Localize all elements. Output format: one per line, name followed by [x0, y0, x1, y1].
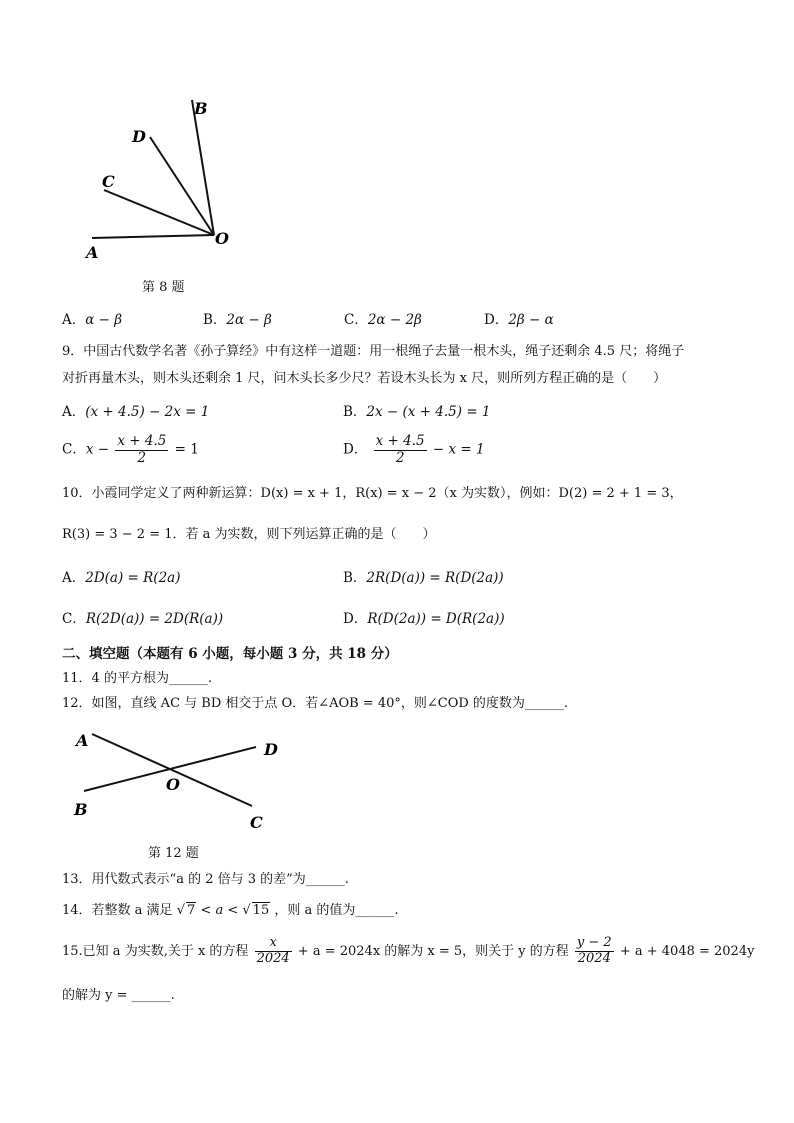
label-C: C	[102, 172, 115, 191]
q8-option-a-text: α − β	[85, 312, 123, 328]
line-AC	[92, 734, 252, 806]
q8-caption: 第 8 题	[142, 280, 185, 295]
q8-option-b[interactable]	[203, 312, 272, 328]
q9-option-a-letter: A．	[62, 404, 86, 420]
q15-fraction-2-denominator: 2024	[577, 950, 611, 966]
q15-post: + a + 4048 = 2024y	[619, 943, 755, 959]
label-D: D	[264, 740, 278, 759]
q8-angle-figure	[70, 90, 250, 270]
q8-option-d-text: 2β − α	[508, 312, 554, 328]
q15-fraction-1-denominator: 2024	[256, 950, 290, 966]
q15-pre: 15.已知 a 为实数,关于 x 的方程	[62, 943, 249, 959]
q9-option-c-letter: C．	[62, 441, 86, 458]
label-B: B	[74, 800, 88, 819]
q9-option-c-pre: x −	[85, 441, 110, 458]
q9-option-c-numerator: x + 4.5	[117, 433, 167, 449]
q9-option-a-text: (x + 4.5) − 2x = 1	[85, 404, 210, 420]
q9-option-c-fraction	[115, 434, 168, 466]
ray-OB	[192, 100, 214, 235]
q15-mid: + a = 2024x 的解为 x = 5，则关于 y 的方程	[297, 943, 569, 959]
ray-OA	[92, 235, 214, 238]
q9-option-c[interactable]	[62, 434, 199, 466]
q10-option-d[interactable]	[343, 611, 505, 627]
ray-OC	[104, 190, 214, 235]
q10-option-a-letter: A．	[62, 570, 86, 586]
sqrt-7-radicand: 7	[187, 903, 196, 918]
q10-option-d-letter: D．	[343, 611, 368, 627]
q9-option-d-numerator: x + 4.5	[375, 433, 425, 449]
q10-option-b-letter: B．	[343, 570, 367, 586]
label-O: O	[215, 229, 229, 248]
q9-option-d-post: − x = 1	[432, 441, 485, 458]
q9-option-d[interactable]	[343, 434, 485, 466]
q10-option-c-letter: C．	[62, 611, 86, 627]
q9-option-d-denominator: 2	[395, 449, 405, 466]
q15-fraction-2	[575, 936, 614, 967]
q10-option-b[interactable]	[343, 570, 504, 586]
q15-line2: 的解为 y = ______.	[62, 988, 175, 1003]
q8-option-c-text: 2α − 2β	[367, 312, 422, 328]
sqrt-7: √ 7	[176, 903, 196, 918]
sqrt-15: √ 15	[242, 903, 270, 918]
label-C: C	[250, 813, 263, 832]
q10-option-a-text: 2D(a) = R(2a)	[85, 570, 181, 586]
q8-option-c-letter: C．	[344, 312, 368, 328]
label-A: A	[76, 731, 89, 750]
q9-option-b-letter: B．	[343, 404, 367, 420]
q11-text: 11．4 的平方根为______.	[62, 671, 213, 686]
q14-mid: < a <	[200, 903, 239, 918]
q10-option-c[interactable]	[62, 611, 223, 627]
q8-option-d[interactable]	[484, 312, 554, 328]
q10-option-a[interactable]	[62, 570, 180, 586]
q9-option-c-denominator: 2	[137, 449, 147, 466]
q9-option-d-letter: D．	[343, 441, 368, 458]
q8-option-c[interactable]	[344, 312, 422, 328]
q8-option-a[interactable]	[62, 312, 122, 328]
q9-stem-line1: 9．中国古代数学名著《孙子算经》中有这样一道题：用一根绳子去量一根木头，绳子还剩余 4.5 尺；将绳子	[62, 344, 685, 359]
q9-option-a[interactable]	[62, 404, 209, 420]
q10-stem-line1: 10．小霞同学定义了两种新运算：D(x) = x + 1，R(x) = x − 2（x 为实数），例如：D(2) = 2 + 1 = 3，	[62, 486, 683, 501]
q8-option-a-letter: A．	[62, 312, 86, 328]
q8-option-b-letter: B．	[203, 312, 227, 328]
q8-option-b-text: 2α − β	[226, 312, 272, 328]
q12-text: 12．如图，直线 AC 与 BD 相交于点 O．若∠AOB = 40°，则∠COD 的度数为______.	[62, 696, 569, 711]
q14	[62, 902, 399, 919]
q14-pre: 14．若整数 a 满足	[62, 903, 173, 918]
q10-option-b-text: 2R(D(a)) = R(D(2a))	[366, 570, 504, 586]
q9-option-b-text: 2x − (x + 4.5) = 1	[366, 404, 491, 420]
q10-stem-line2: R(3) = 3 − 2 = 1．若 a 为实数，则下列运算正确的是（ ）	[62, 527, 436, 542]
q15-line1	[62, 936, 754, 967]
q15-fraction-2-numerator: y − 2	[576, 935, 612, 950]
q10-option-d-text: R(D(2a)) = D(R(2a))	[367, 611, 505, 627]
q9-option-d-fraction	[374, 434, 427, 466]
q10-option-c-text: R(2D(a)) = 2D(R(a))	[85, 611, 224, 627]
q12-caption: 第 12 题	[148, 846, 199, 861]
label-D: D	[132, 127, 146, 146]
q9-stem-line2: 对折再量木头，则木头还剩余 1 尺，问木头长多少尺？若设木头长为 x 尺，则所列方程正确的是（ ）	[62, 371, 667, 386]
q9-option-b[interactable]	[343, 404, 491, 420]
label-B: B	[194, 99, 208, 118]
q8-option-d-letter: D．	[484, 312, 509, 328]
label-A: A	[86, 243, 99, 262]
q15-fraction-1	[255, 936, 292, 967]
q13-text: 13．用代数式表示“a 的 2 倍与 3 的差”为______.	[62, 872, 349, 887]
q15-fraction-1-numerator: x	[255, 936, 292, 952]
ray-OD	[150, 137, 214, 235]
sqrt-15-radicand: 15	[252, 903, 270, 918]
q9-option-c-post: = 1	[174, 441, 199, 458]
q14-post: ，则 a 的值为______.	[274, 903, 399, 918]
q12-intersecting-lines-figure	[66, 722, 296, 837]
section-title-fill-in: 二、填空题（本题有 6 小题，每小题 3 分，共 18 分）	[62, 646, 398, 662]
label-O: O	[166, 775, 180, 794]
